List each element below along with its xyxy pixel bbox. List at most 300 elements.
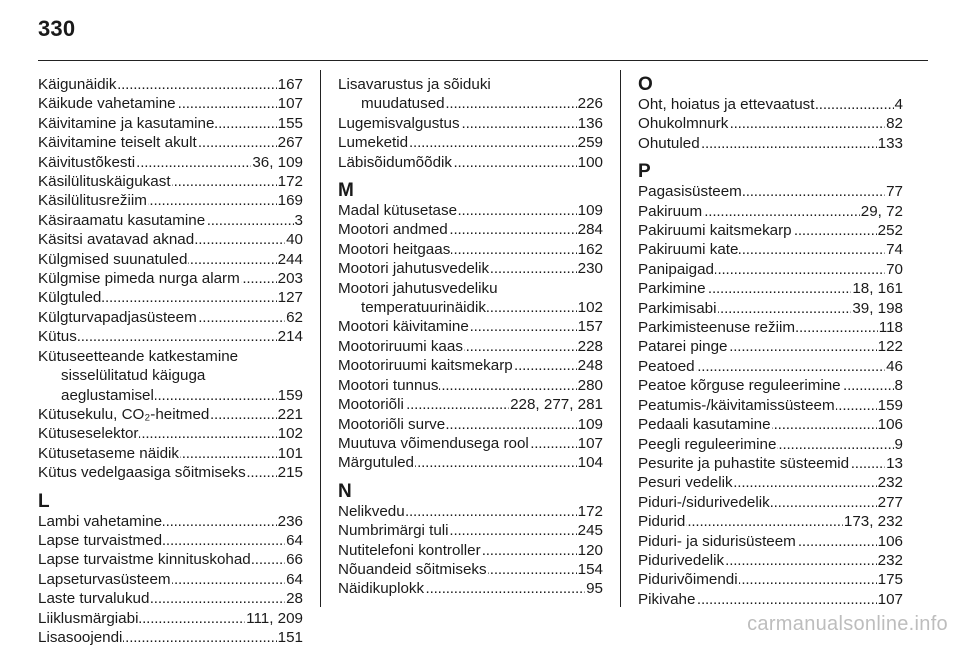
dot-leader: [729, 114, 885, 133]
dot-leader: [696, 357, 886, 376]
dot-leader: [725, 551, 877, 570]
index-term: Pakiruumi kate: [638, 241, 739, 259]
dot-leader: [450, 521, 577, 540]
page-reference: 104: [577, 454, 603, 472]
index-entry: [38, 550, 303, 569]
index-term: Panipaigad: [638, 260, 715, 278]
page-reference: 162: [577, 240, 603, 258]
index-entry: [638, 512, 903, 531]
index-term: Kütusekulu, CO₂-heitmed: [38, 405, 210, 423]
dot-leader: [842, 376, 894, 395]
dot-leader: [188, 250, 276, 269]
page-reference: 259: [577, 134, 603, 152]
dot-leader: [707, 279, 852, 298]
page-reference: 102: [577, 299, 603, 317]
dot-leader: [206, 211, 293, 230]
dot-leader: [453, 153, 577, 172]
dot-leader: [850, 454, 885, 473]
index-entry: [338, 114, 603, 133]
index-term: Muutuva võimendusega rool: [338, 434, 529, 452]
index-term: Piduri-/sidurivedelik: [638, 493, 770, 511]
index-term: Mootori jahutusvedelik: [338, 260, 490, 278]
index-letter-heading: N: [338, 480, 352, 502]
index-entry: [638, 376, 903, 395]
index-term: Lumeketid: [338, 134, 409, 152]
page-reference: 28: [286, 590, 303, 608]
index-term: Mootoriõli: [338, 396, 404, 414]
dot-leader: [150, 589, 285, 608]
column-divider: [320, 70, 321, 607]
index-term: Külgturvapadjasüsteem: [38, 308, 197, 326]
index-entry: [638, 134, 903, 153]
index-entry: [338, 259, 603, 278]
dot-leader: [198, 133, 277, 152]
index-term: Madal kütusetase: [338, 202, 458, 220]
page-reference: 159: [877, 396, 903, 414]
index-term: muudatused: [361, 95, 445, 113]
index-entry: [338, 502, 603, 521]
index-entry: [338, 317, 603, 336]
dot-leader: [180, 444, 277, 463]
index-entry: [638, 454, 903, 473]
index-entry: [38, 327, 303, 346]
dot-leader: [743, 182, 885, 201]
dot-leader: [836, 396, 877, 415]
index-entry: [38, 269, 303, 288]
index-term: Külgtuled: [38, 289, 102, 307]
dot-leader: [406, 502, 577, 521]
index-entry: [638, 396, 903, 415]
page-reference: 64: [286, 570, 303, 588]
page-reference: 159: [277, 386, 303, 404]
index-entry: [38, 250, 303, 269]
dot-leader: [482, 541, 577, 560]
index-term: Nutitelefoni kontroller: [338, 541, 481, 559]
index-entry: [338, 453, 603, 472]
index-term: Peatoe kõrguse reguleerimine: [638, 377, 841, 395]
index-entry: [338, 579, 603, 598]
index-entry: [38, 288, 303, 307]
index-entry: [338, 560, 603, 579]
index-term: Läbisõidumõõdik: [338, 153, 452, 171]
index-column-2: [338, 75, 603, 599]
index-entry: [638, 337, 903, 356]
index-term: Pidurivedelik: [638, 551, 725, 569]
dot-leader: [815, 95, 893, 114]
dot-leader: [118, 75, 277, 94]
dot-leader: [793, 221, 877, 240]
dot-leader: [797, 532, 877, 551]
index-entry: [638, 435, 903, 454]
dot-leader: [446, 415, 576, 434]
index-term: Parkimisabi: [638, 299, 717, 317]
index-entry: [38, 463, 303, 482]
index-entry: [38, 444, 303, 463]
dot-leader: [123, 628, 276, 647]
page-reference: 107: [577, 434, 603, 452]
index-term: Käsiraamatu kasutamine: [38, 211, 206, 229]
index-term: Kütuseselektor: [38, 425, 139, 443]
page-reference: 120: [577, 541, 603, 559]
index-entry: [38, 405, 303, 424]
dot-leader: [139, 609, 245, 628]
index-term: Lapseturvasüsteem: [38, 570, 171, 588]
page-reference: 155: [277, 114, 303, 132]
page-reference: 102: [277, 425, 303, 443]
index-entry: [338, 415, 603, 434]
page-reference: 9: [894, 435, 903, 453]
index-entry: [638, 114, 903, 133]
page-reference: 111, 209: [246, 609, 303, 627]
dot-leader: [451, 240, 576, 259]
page-reference: 64: [286, 531, 303, 549]
index-term: Lapse turvaistmed: [38, 531, 163, 549]
page-reference: 39, 198: [852, 299, 903, 317]
page-reference: 40: [286, 231, 303, 249]
index-term: Pedaali kasutamine: [638, 416, 771, 434]
index-term: Peatumis-/käivitamissüsteem: [638, 396, 835, 414]
index-term: Kütus vedelgaasiga sõitmiseks: [38, 464, 246, 482]
index-entry: [638, 260, 903, 279]
index-term: Oht, hoiatus ja ettevaatust: [638, 96, 815, 113]
index-term: Piduri- ja sidurisüsteem: [638, 532, 796, 550]
index-term: Ohutuled: [638, 134, 700, 152]
index-entry: [38, 347, 303, 405]
dot-leader: [514, 356, 577, 375]
dot-leader: [405, 395, 509, 414]
index-term: Lambi vahetamine: [38, 512, 163, 530]
page-reference: 172: [577, 502, 603, 520]
dot-leader: [701, 134, 877, 153]
page-reference: 36, 109: [252, 153, 303, 171]
dot-leader: [718, 299, 852, 318]
index-term: Lugemisvalgustus: [338, 114, 460, 132]
page-reference: 100: [577, 153, 603, 171]
dot-leader: [425, 579, 585, 598]
index-term: Pesuri vedelik: [638, 474, 733, 492]
index-term: Pidurid: [638, 513, 686, 531]
index-entry: [38, 308, 303, 327]
index-term: Parkimisteenuse režiim: [638, 319, 795, 337]
index-term: Pakiruumi kaitsmekarp: [638, 222, 792, 240]
page-reference: 107: [877, 590, 903, 608]
page-reference: 46: [886, 357, 903, 375]
index-letter-heading: M: [338, 180, 354, 202]
index-entry: [338, 75, 603, 114]
index-entry: [38, 172, 303, 191]
index-term: Mootori heitgaas: [338, 240, 451, 258]
index-term: Parkimine: [638, 280, 706, 298]
dot-leader: [796, 318, 878, 337]
page-reference: 230: [577, 260, 603, 278]
index-entry: [338, 337, 603, 356]
index-entry: [638, 590, 903, 609]
dot-leader: [771, 493, 877, 512]
index-entry: [38, 94, 303, 113]
index-term: Käsitsi avatavad aknad: [38, 231, 195, 249]
page-reference: 245: [577, 522, 603, 540]
watermark: carmanualsonline.info: [747, 613, 948, 635]
index-term: Pidurivõimendi: [638, 571, 738, 589]
dot-leader: [139, 424, 276, 443]
page-reference: 280: [577, 376, 603, 394]
index-entry: [38, 570, 303, 589]
index-term: Mootori jahutusvedeliku: [338, 279, 498, 297]
index-term: Käivitustõkesti: [38, 153, 136, 171]
dot-leader: [686, 512, 843, 531]
index-entry: [638, 473, 903, 492]
page-reference: 277: [877, 493, 903, 511]
dot-leader: [530, 434, 577, 453]
dot-leader: [215, 114, 276, 133]
page-reference: 232: [877, 551, 903, 569]
page-reference: 77: [886, 183, 903, 201]
index-entry: [338, 521, 603, 540]
page-reference: 109: [577, 415, 603, 433]
index-term: aeglustamisel: [61, 386, 154, 404]
index-entry: [338, 434, 603, 453]
index-term: Nõuandeid sõitmiseks: [338, 560, 487, 578]
dot-leader: [458, 201, 577, 220]
index-entry: [38, 531, 303, 550]
index-entry: [638, 357, 903, 376]
header-divider: [38, 60, 928, 61]
page-reference: 107: [277, 95, 303, 113]
dot-leader: [734, 473, 877, 492]
page-reference: 214: [277, 328, 303, 346]
index-entry: [38, 75, 303, 94]
page-reference: 244: [277, 250, 303, 268]
page-reference: 175: [877, 571, 903, 589]
index-entry: [638, 279, 903, 298]
page-reference: 133: [877, 134, 903, 152]
index-term: Kütusetaseme näidik: [38, 444, 179, 462]
dot-leader: [210, 405, 276, 424]
index-letter-heading: O: [638, 74, 653, 95]
dot-leader: [490, 259, 577, 278]
page-reference: 66: [286, 551, 303, 569]
page-reference: 82: [886, 115, 903, 133]
dot-leader: [247, 463, 277, 482]
page-reference: 173, 232: [843, 513, 903, 531]
dot-leader: [739, 570, 877, 589]
page-reference: 248: [577, 357, 603, 375]
page-reference: 221: [277, 405, 303, 423]
index-term: Mootori käivitamine: [338, 318, 469, 336]
index-term: Käsilülituskäigukast: [38, 173, 171, 191]
index-term: Käikude vahetamine: [38, 95, 176, 113]
dot-leader: [136, 153, 251, 172]
index-term: Käsilülitusrežiim: [38, 192, 147, 210]
index-entry: [638, 202, 903, 221]
index-entry: [638, 415, 903, 434]
index-term: Kütuseetteande katkestamine: [38, 347, 239, 365]
dot-leader: [172, 172, 277, 191]
page-reference: 151: [277, 628, 303, 646]
page-reference: 106: [877, 532, 903, 550]
page-reference: 95: [586, 580, 603, 598]
index-term: Külgmise pimeda nurga alarm: [38, 270, 240, 288]
dot-leader: [252, 550, 285, 569]
dot-leader: [148, 191, 277, 210]
dot-leader: [439, 376, 576, 395]
index-entry: [38, 114, 303, 133]
index-term: Mootoriõli surve: [338, 415, 446, 433]
index-term: Mootoriruumi kaas: [338, 337, 463, 355]
index-entry: [38, 589, 303, 608]
index-term: Lisavarustus ja sõiduki: [338, 76, 491, 93]
index-term: Peatoed: [638, 357, 695, 375]
page-reference: 157: [577, 318, 603, 336]
page-reference: 127: [277, 289, 303, 307]
index-term: Käivitamine teiselt akult: [38, 134, 197, 152]
page-reference: 167: [277, 76, 303, 93]
dot-leader: [155, 386, 277, 405]
index-column-1: [38, 75, 303, 647]
index-entry: [638, 532, 903, 551]
index-term: Liiklusmärgiabi: [38, 609, 139, 627]
dot-leader: [729, 337, 877, 356]
index-entry: [338, 541, 603, 560]
dot-leader: [241, 269, 277, 288]
index-entry: [638, 551, 903, 570]
index-term: sisselülitatud käiguga: [61, 367, 206, 385]
index-term: Peegli reguleerimine: [638, 435, 777, 453]
dot-leader: [703, 202, 860, 221]
index-term: Mootoriruumi kaitsmekarp: [338, 357, 513, 375]
page-reference: 101: [277, 444, 303, 462]
page-reference: 203: [277, 270, 303, 288]
index-term: Numbrimärgi tuli: [338, 522, 449, 540]
index-term: Pakiruum: [638, 202, 703, 220]
index-entry: [38, 512, 303, 531]
index-term: Käivitamine ja kasutamine: [38, 114, 215, 132]
index-term: Lapse turvaistme kinnituskohad: [38, 551, 251, 569]
index-term: Laste turvalukud: [38, 590, 150, 608]
index-entry: [638, 95, 903, 114]
index-term: Mootori andmed: [338, 221, 448, 239]
page-reference: 74: [886, 241, 903, 259]
page-reference: 136: [577, 114, 603, 132]
page-reference: 236: [277, 512, 303, 530]
dot-leader: [464, 337, 577, 356]
index-letter-heading: L: [38, 490, 50, 512]
index-entry: [338, 220, 603, 239]
dot-leader: [409, 133, 577, 152]
page-reference: 284: [577, 221, 603, 239]
dot-leader: [163, 512, 277, 531]
page-reference: 154: [577, 560, 603, 578]
index-entry: [638, 182, 903, 201]
dot-leader: [195, 230, 285, 249]
index-entry: [38, 230, 303, 249]
page-reference: 226: [577, 95, 603, 113]
index-term: Pagasisüsteem: [638, 183, 742, 201]
index-entry: [338, 240, 603, 259]
index-entry: [338, 395, 603, 414]
index-term: Kütus: [38, 328, 77, 346]
index-term: Pikivahe: [638, 590, 696, 608]
page-reference: 4: [894, 96, 903, 113]
page-reference: 18, 161: [852, 280, 903, 298]
index-term: Lisasoojendi: [38, 628, 123, 646]
index-entry: [338, 201, 603, 220]
index-entry: [638, 240, 903, 259]
dot-leader: [461, 114, 577, 133]
index-entry: [38, 191, 303, 210]
index-entry: [38, 424, 303, 443]
dot-leader: [488, 560, 577, 579]
page-reference: 228, 277, 281: [510, 396, 603, 414]
dot-leader: [449, 220, 577, 239]
page-reference: 169: [277, 192, 303, 210]
page-reference: 62: [286, 308, 303, 326]
index-entry: [38, 133, 303, 152]
index-entry: [338, 356, 603, 375]
dot-leader: [715, 260, 885, 279]
dot-leader: [487, 298, 577, 317]
index-entry: [638, 299, 903, 318]
page-reference: 106: [877, 416, 903, 434]
dot-leader: [415, 453, 577, 472]
index-column-3: [638, 75, 903, 609]
index-entry: [38, 211, 303, 230]
dot-leader: [177, 94, 277, 113]
page-reference: 232: [877, 474, 903, 492]
dot-leader: [772, 415, 877, 434]
page-reference: 215: [277, 464, 303, 482]
page-reference: 118: [878, 319, 903, 337]
dot-leader: [446, 94, 577, 113]
page-reference: 267: [277, 134, 303, 152]
dot-leader: [172, 570, 286, 589]
index-term: Ohukolmnurk: [638, 115, 729, 133]
dot-leader: [102, 288, 276, 307]
index-entry: [38, 153, 303, 172]
index-term: temperatuurinäidik: [361, 299, 486, 317]
page-reference: 3: [294, 211, 303, 229]
page-reference: 109: [577, 202, 603, 220]
page-reference: 8: [894, 377, 903, 395]
index-entry: [638, 318, 903, 337]
index-letter-heading: P: [638, 161, 651, 183]
index-entry: [338, 279, 603, 318]
page-reference: 70: [886, 260, 903, 278]
index-term: Näidikuplokk: [338, 580, 425, 598]
dot-leader: [470, 317, 577, 336]
page-reference: 252: [877, 222, 903, 240]
dot-leader: [198, 308, 285, 327]
index-entry: [38, 628, 303, 647]
index-entry: [338, 133, 603, 152]
index-term: Pesurite ja puhastite süsteemid: [638, 454, 850, 472]
page-reference: 29, 72: [860, 202, 903, 220]
index-entry: [638, 493, 903, 512]
index-entry: [338, 153, 603, 172]
page-reference: 122: [877, 338, 903, 356]
dot-leader: [163, 531, 285, 550]
dot-leader: [777, 435, 893, 454]
index-term: Mootori tunnus: [338, 376, 439, 394]
page-reference: 172: [277, 173, 303, 191]
dot-leader: [739, 240, 885, 259]
index-entry: [638, 221, 903, 240]
index-entry: [338, 376, 603, 395]
index-term: Käigunäidik: [38, 76, 117, 93]
index-term: Nelikvedu: [338, 502, 405, 520]
page-reference: 228: [577, 337, 603, 355]
index-term: Patarei pinge: [638, 338, 728, 356]
